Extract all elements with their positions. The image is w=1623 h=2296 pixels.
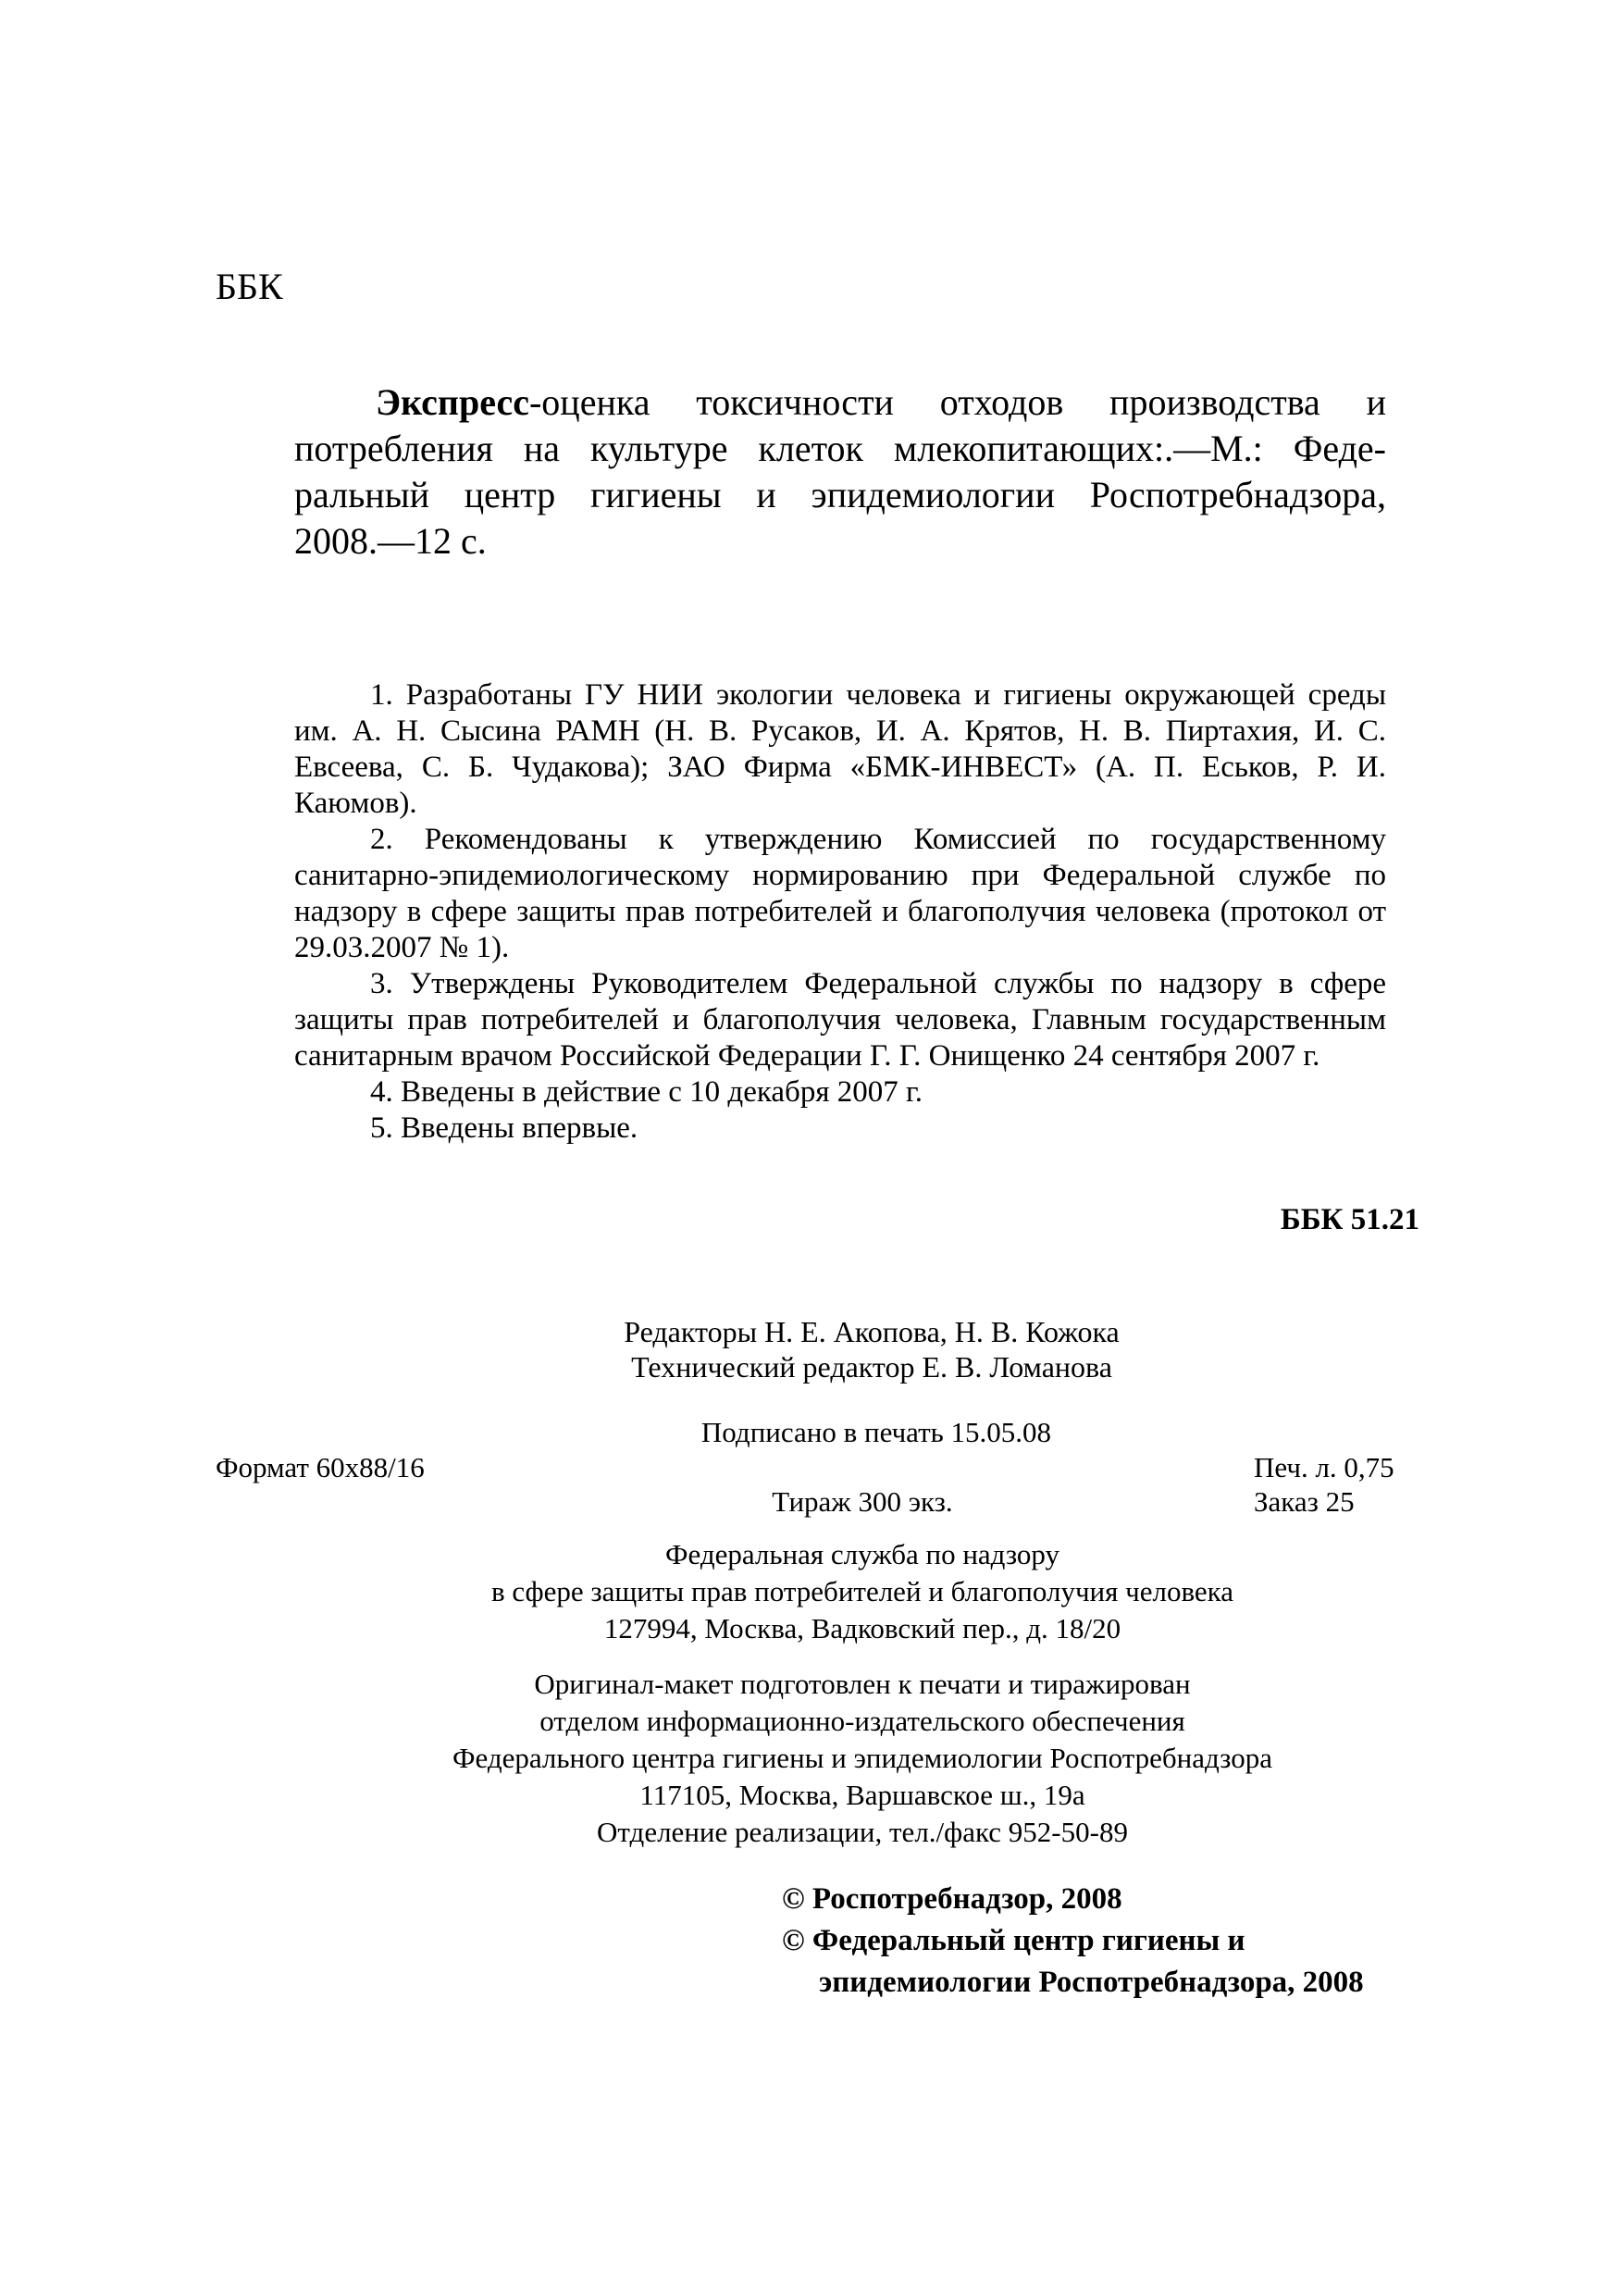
bib-line-1	[294, 379, 1386, 426]
note-item: 4. Введены в действие с 10 декабря 2007 г.	[370, 1075, 923, 1109]
copyright-block	[782, 1879, 1364, 2004]
bib-title-rest: -оценка токсичности отходов производства и	[528, 381, 1386, 423]
bib-title-bold: Экспресс	[376, 381, 529, 423]
layout-credits-block	[0, 1666, 1623, 1851]
note-item: 5. Введены впервые.	[370, 1111, 638, 1145]
layout-line: отделом информационно-издательского обеспечения	[539, 1705, 1185, 1737]
layout-address: 117105, Москва, Варшавское ш., 19а	[639, 1779, 1085, 1811]
sales-contact: Отделение реализации, тел./факс 952-50-89	[597, 1816, 1128, 1848]
publisher-line: в сфере защиты прав потребителей и благополучия человека	[490, 1575, 1234, 1607]
print-sheets-value: Печ. л. 0,75	[1254, 1451, 1394, 1483]
bbk-heading: ББК	[216, 266, 283, 307]
circulation-value: Тираж 300 экз.	[772, 1485, 953, 1518]
note-item: 1. Разработаны ГУ НИИ экологии человека и гигиены окружающей среды им. А. Н. Сысина РАМН (Н. В. Русаков, И. А. Крятов, Н. В. Пиртахия, И. С. Евсеева, С. Б. Чудакова); ЗАО Фирма «БМК-ИНВЕСТ» (А. П. Еськов, Р. И. Каюмов).	[294, 678, 1386, 820]
publisher-line: Федеральная служба по надзору	[665, 1538, 1059, 1570]
note-item: 3. Утверждены Руководителем Федеральной службы по надзору в сфере защиты прав потребителей и благополучия человека, Главным государственным санитарным врачом Российской Федерации Г. Г. Онищенко 24 сентября 2007 г.	[294, 967, 1386, 1073]
format-value: Формат 60х88/16	[216, 1451, 425, 1483]
bib-line-4: 2008.—12 с.	[294, 520, 487, 562]
tech-editor-line: Технический редактор Е. В. Ломанова	[631, 1350, 1112, 1384]
copyright-line: © Роспотребнадзор, 2008	[782, 1882, 1122, 1916]
layout-line: Оригинал-макет подготовлен к печати и тиражирован	[534, 1668, 1191, 1700]
editors-line: Редакторы Н. Е. Акопова, Н. В. Кожока	[624, 1315, 1120, 1348]
order-value: Заказ 25	[1254, 1485, 1355, 1518]
bib-line-2: потребления на культуре клеток млекопитающих:.—М.: Феде-	[294, 428, 1386, 469]
bibliographic-description	[294, 379, 1386, 565]
editors-block	[0, 1314, 1623, 1384]
copyright-line: © Федеральный центр гигиены и	[782, 1924, 1245, 1957]
signed-to-print: Подписано в печать 15.05.08	[700, 1416, 1052, 1448]
publisher-address: 127994, Москва, Вадковский пер., д. 18/20	[603, 1612, 1121, 1644]
copyright-line: эпидемиологии Роспотребнадзора, 2008	[819, 1966, 1364, 1999]
notes-block	[294, 677, 1386, 1147]
layout-line: Федерального центра гигиены и эпидемиологии Роспотребнадзора	[452, 1742, 1272, 1774]
publisher-block	[0, 1536, 1623, 1647]
note-item: 2. Рекомендованы к утверждению Комиссией по государственному санитарно-эпидемиологическому нормированию при Федеральной службе по надзору в сфере защиты прав потребителей и благополучия человека (протокол от 29.03.2007 № 1).	[294, 823, 1386, 964]
bib-line-3: ральный центр гигиены и эпидемиологии Роспотребнадзора,	[294, 474, 1386, 515]
bbk-code: ББК 51.21	[1280, 1203, 1419, 1236]
